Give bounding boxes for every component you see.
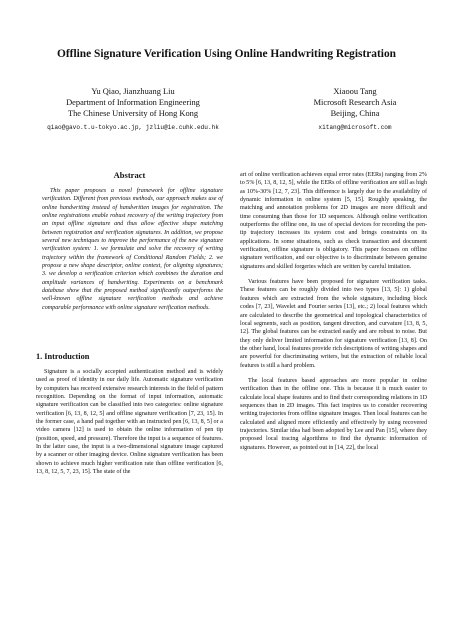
author-block-right [290,86,420,133]
author-email: qiao@gavo.t.u-tokyo.ac.jp, jzliu@ie.cuhk.edu.hk [47,124,219,131]
body-paragraph: art of online verification achieves equal error rates (EERs) ranging from 2% to 5% [6, 13, 8, 12, 5], while the EERs of offline verification are still as high as 10%-30% [12, 7, 23]. This difference is largely due to the availability of dynamic information in online system [5, 15]. Roughly speaking, the matching and annotation problems for 2D images are more difficult and time consuming than those for 1D sequences. Although online verification outperforms the offline one, its use of special devices for recording the pen-tip trajectory increases its system cost and brings constraints on its applications. In some situations, such as check transaction and document verification, offline signature is obligatory. This paper focuses on offline signature verification, and our objective is to discriminate between genuine signatures and skilled forgeries which are written by careful imitation. [240,172,427,270]
author-names: Xiaoou Tang [333,87,377,96]
author-block-left [28,86,238,133]
author-location: Beijing, China [330,109,380,118]
section-heading-introduction: 1. Introduction [36,352,90,361]
abstract-text [36,187,223,312]
paper-title: Offline Signature Verification Using Online Handwriting Registration [57,48,396,60]
abstract-heading: Abstract [113,170,146,180]
author-email: xitang@microsoft.com [318,124,392,131]
author-names: Yu Qiao, Jianzhuang Liu [91,87,175,96]
intro-paragraph: Signature is a socially accepted authentication method and is widely used as proof of identity in our daily life. Automatic signature verification by computers has received extensive research interests in the field of pattern recognition. Depending on the format of input information, automatic signature verification can be classified into two categories: online signature verification [6, 13, 8, 12, 5] and offline signature verification [7, 23, 15]. In the former case, a hand pad together with an instructed pen [6, 13, 8, 5] or a video camera [12] is used to obtain the online information of pen tip (position, speed, and pressure). Therefore the input is a sequence of features. In the latter case, the input is a two-dimensional signature image captured by a scanner or other imaging device. Online signature verification has been shown to achieve much higher verification rate than offline verification [6, 13, 8, 12, 5, 7, 23, 15]. The state of the [36,369,223,476]
author-university: The Chinese University of Hong Kong [67,109,199,118]
right-column [240,171,427,452]
author-department: Department of Information Engineering [66,98,200,107]
body-paragraph: The local features based approaches are more popular in online verification than in the offline one. This is because it is much easier to calculate local shape features and to find their corresponding relations in 1D sequences than in 2D images. This fact inspires us to consider recovering writing trajectories from offline signature images. Then local features can be calculated and aligned more efficiently and effectively by using recovered trajectories. Similar idea had been adopted by Lee and Pan [15], where they proposed local tracing algorithms to find the dynamic information of signatures. However, as pointed out in [14, 22], the local [240,377,427,451]
abstract-paragraph: This paper proposes a novel framework for offline signature verification. Different from previous methods, our approach makes use of online handwriting instead of handwritten images for registration. The online registrations enable robust recovery of the writing trajectory from an input offline signature and thus allow effective shape matching between registration and verification signatures. In addition, we propose several new techniques to improve the performance of the new signature verification system: 1. we formulate and solve the recovery of writing trajectory within the framework of Conditional Random Fields; 2. we propose a new shape descriptor, online context, for aligning signatures; 3. we develop a verification criterion which combines the duration and amplitude variances of handwriting. Experiments on a benchmark database show that the proposed method significantly outperforms the well-known offline signature verification methods and achieve comparable performance with online signature verification methods. [42,188,223,311]
author-organization: Microsoft Research Asia [313,98,397,107]
intro-left-column [36,368,223,476]
body-paragraph: Various features have been proposed for signature verification tasks. These features can be roughly divided into two types [13, 5]: 1) global features which are extracted from the whole signature, including block codes [7, 23], Wavelet and Fourier series [13], etc.; 2) local features which are calculated to describe the geometrical and topological characteristics of local segments, such as position, tangent direction, and curvature [13, 8, 5, 12]. The global features can be extracted easily and are robust to noise. But they only deliver limited information for signature verification [13, 8]. On the other hand, local features provide rich descriptions of writing shapes and are powerful for discriminating writers, but the extraction of reliable local features is still a hard problem. [240,279,427,369]
